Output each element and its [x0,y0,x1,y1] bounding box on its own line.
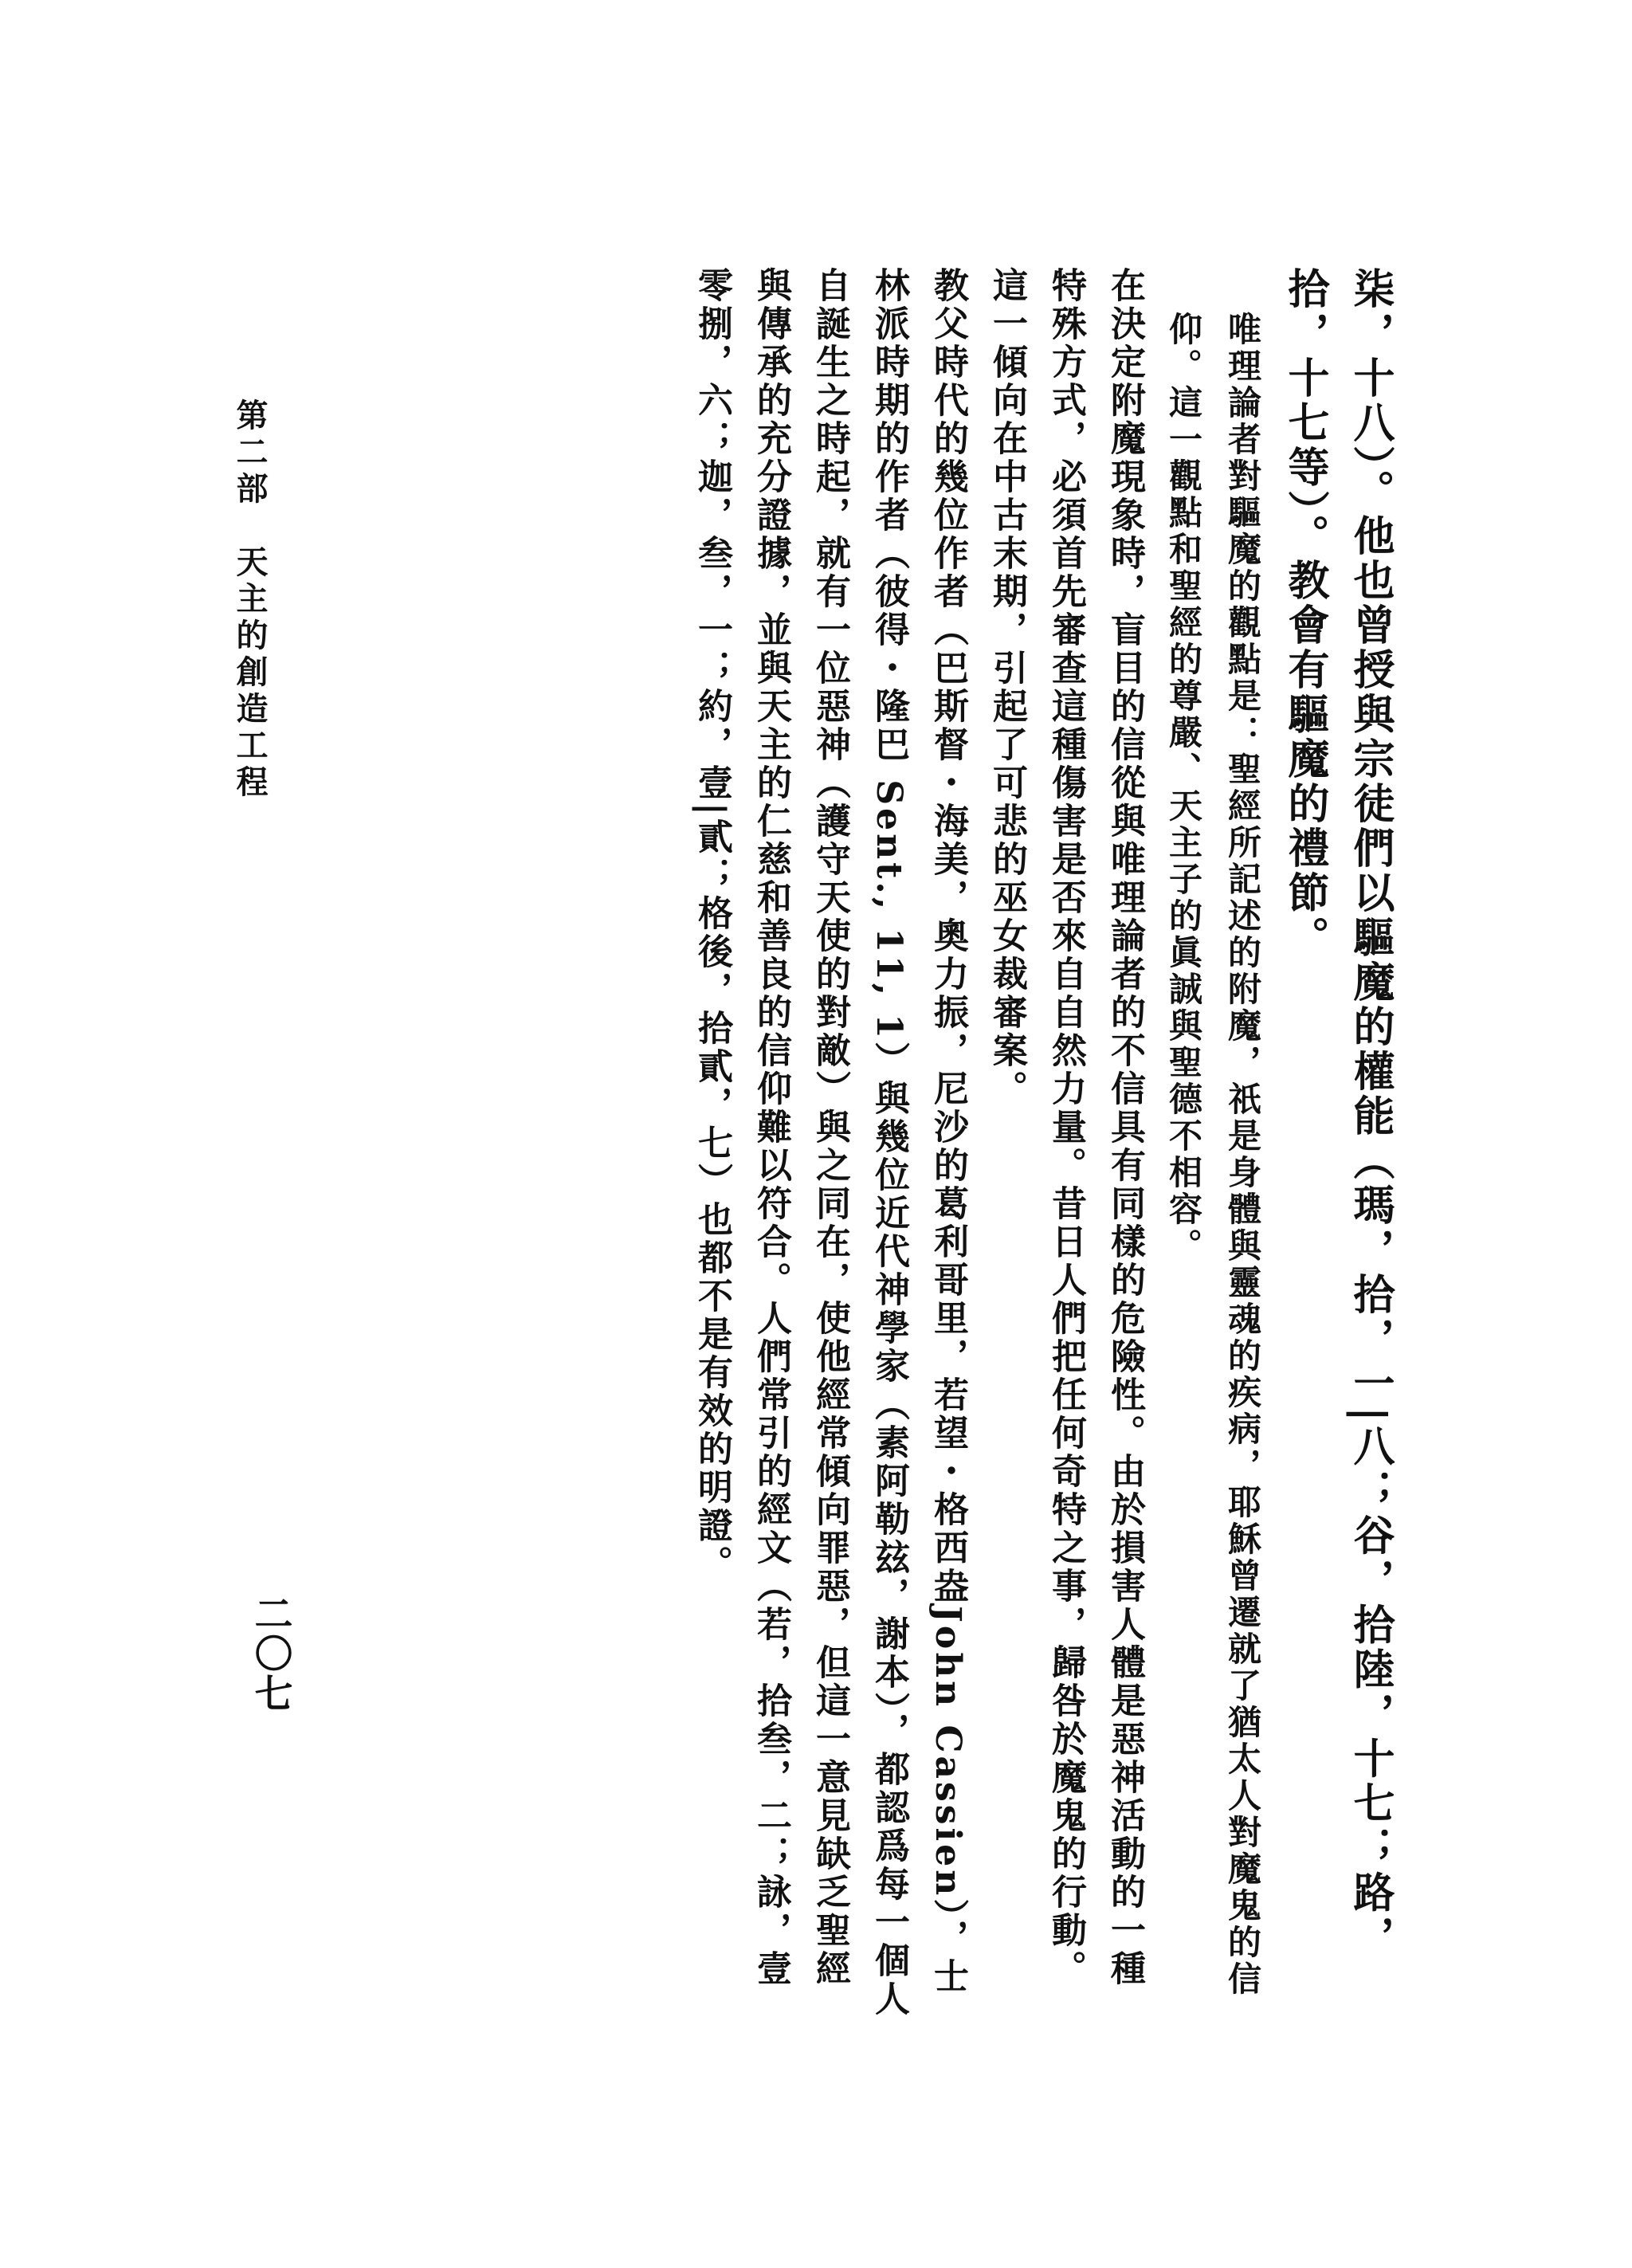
page-number: 二〇七 [248,1594,292,1713]
paragraph-fathers-authors: 教父時代的幾位作者（巴斯督・海美，奧力振，尼沙的葛利哥里，若望・格西盎John Cassien），士林派時期的作者（彼得・隆巴 Sent., 11, 1）與幾位近代神學家（素阿勒玆，謝本），都認爲每一個人自誕生之時起，就有一位惡神（護守天使的對敵）與之同在，使他經常傾向罪惡，但這一意見缺乏聖經與傳承的充分證據，並與天主的仁慈和善良的信仰難以符合。人們常引的經文（若，拾叁，二；詠，壹零捌，六；迦，叁，一；約，壹|貳；格後，拾貳，七）也都不是有效的明證。 [692,267,968,2019]
paragraph-exorcism-authority: 柒，十八）。他也曾授與宗徒們以驅魔的權能（瑪，拾，一|八；谷，拾陸，十七；路，拾，十七等）。教會有驅魔的禮節。 [1281,267,1395,1960]
body-text [692,267,1402,2020]
running-head: 第二部 天主的創造工程 [231,398,269,802]
paragraph-possession-discernment: 在決定附魔現象時，盲目的信從與唯理論者的不信具有同樣的危險性。由於損害人體是惡神活動的一種特殊方式，必須首先審查這種傷害是否來自自然力量。昔日人們把任何奇特之事，歸咎於魔鬼的行動。這一傾向在中古末期，引起了可悲的巫女裁審案。 [987,267,1145,1988]
paragraph-rationalist-view: 唯理論者對驅魔的觀點是：聖經所記述的附魔，祇是身體與靈魂的疾病，耶穌曾遷就了猶太人對魔鬼的信仰。這一觀點和聖經的尊嚴、天主子的眞誠與聖德不相容。 [1164,312,1262,1998]
